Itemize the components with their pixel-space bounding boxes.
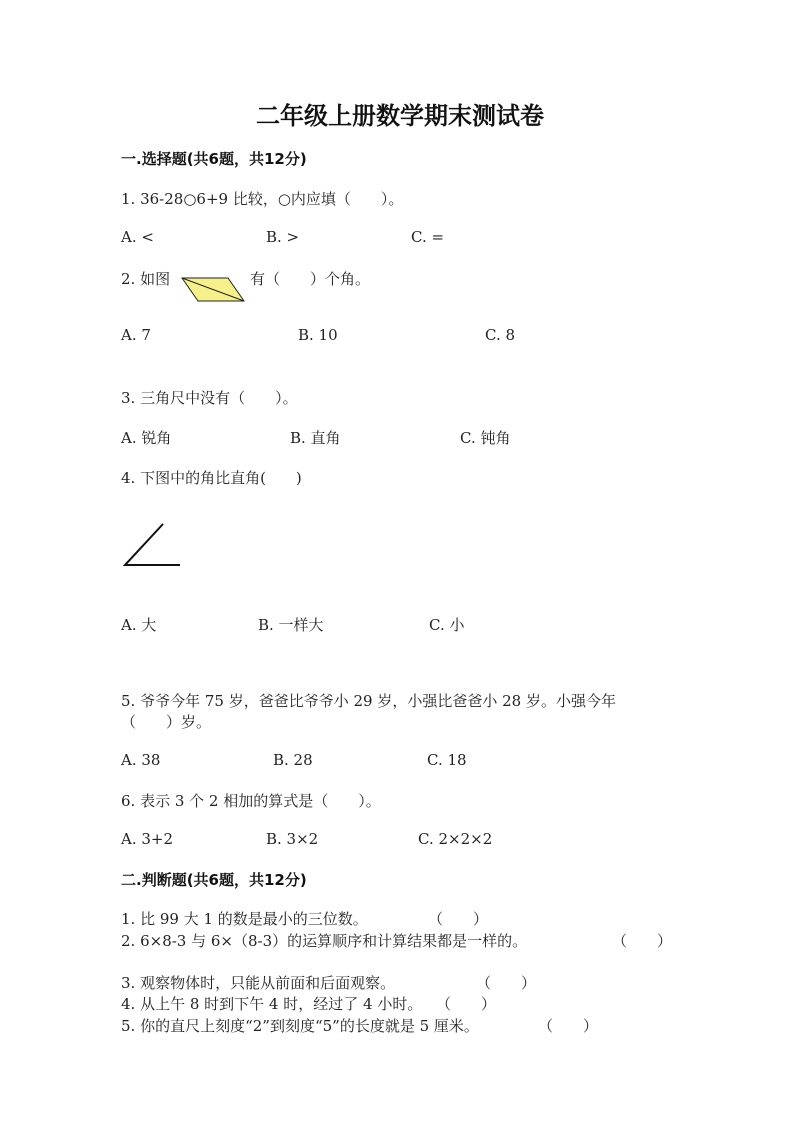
question-3-option-a: A. 锐角 [121,429,172,447]
judgment-3: 3. 观察物体时，只能从前面和后面观察。 [121,974,396,992]
question-4: 4. 下图中的角比直角( ) [121,469,302,487]
page-title: 二年级上册数学期末测试卷 [256,102,544,130]
question-4-option-c: C. 小 [429,616,465,634]
judgment-1-paren: （ ） [428,910,489,928]
question-6-option-c: C. 2×2×2 [418,830,493,848]
judgment-1: 1. 比 99 大 1 的数是最小的三位数。 [121,910,368,928]
question-6-option-a: A. 3+2 [121,830,174,848]
question-1-option-a: A. < [121,228,154,246]
judgment-2-paren: （ ） [612,932,673,950]
judgment-3-paren: （ ） [476,974,537,992]
question-5-option-b: B. 28 [273,751,313,769]
judgment-2: 2. 6×8-3 与 6×（8-3）的运算顺序和计算结果都是一样的。 [121,932,528,950]
judgment-4-paren: （ ） [436,995,497,1013]
judgment-5: 5. 你的直尺上刻度“2”到刻度“5”的长度就是 5 厘米。 [121,1017,479,1035]
question-2-option-b: B. 10 [298,326,338,344]
question-4-option-a: A. 大 [121,616,157,634]
question-2-option-c: C. 8 [485,326,516,344]
question-4-option-b: B. 一样大 [258,616,324,634]
question-2-suffix: 有（ ）个角。 [250,270,371,288]
question-1: 1. 36-28○6+9 比较，○内应填（ ）。 [121,190,404,208]
question-5-line-1: 5. 爷爷今年 75 岁，爸爸比爷爷小 29 岁，小强比爸爸小 28 岁。小强今年 [121,692,616,710]
question-5-option-c: C. 18 [427,751,467,769]
question-6: 6. 表示 3 个 2 相加的算式是（ ）。 [121,792,381,810]
question-5-option-a: A. 38 [121,751,161,769]
question-3-option-b: B. 直角 [290,429,341,447]
section-heading-choice: 一.选择题(共6题，共12分) [121,150,307,168]
question-6-option-b: B. 3×2 [266,830,319,848]
question-3-option-c: C. 钝角 [460,429,511,447]
parallelogram-figure [180,275,246,303]
question-3: 3. 三角尺中没有（ ）。 [121,389,298,407]
question-5-line-2: （ ）岁。 [121,713,212,731]
judgment-5-paren: （ ） [538,1017,599,1035]
question-2-option-a: A. 7 [121,326,151,344]
angle-figure [120,522,184,568]
question-1-option-b: B. > [266,228,300,246]
judgment-4: 4. 从上午 8 时到下午 4 时，经过了 4 小时。 [121,995,423,1013]
section-heading-judgment: 二.判断题(共6题，共12分) [121,871,307,889]
question-1-option-c: C. = [411,228,445,246]
question-2-prefix: 2. 如图 [121,270,171,288]
